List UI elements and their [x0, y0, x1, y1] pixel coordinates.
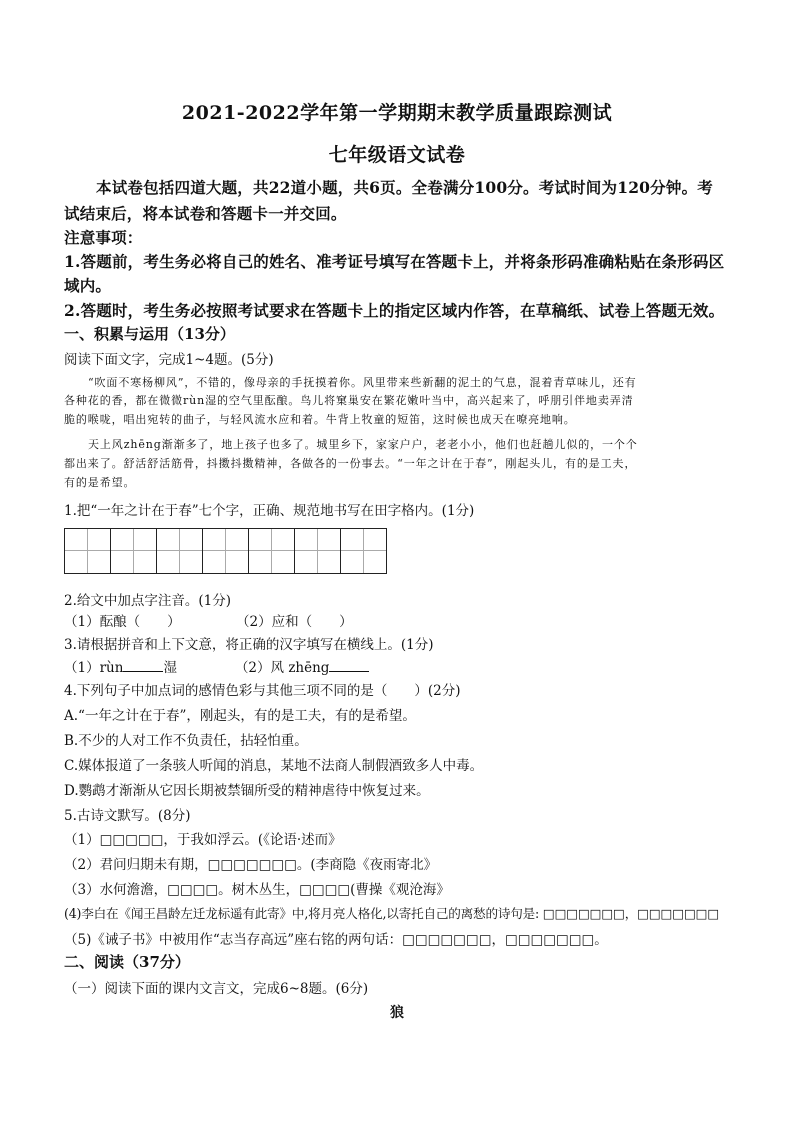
q5-item-1: （1）□□□□□，于我如浮云。(《论语·述而》 — [64, 832, 342, 848]
q5-item-5: （5)《诫子书》中被用作“志当存高远”座右铭的两句话：□□□□□□□，□□□□□□□。 — [64, 932, 608, 948]
q4-option-a: A.“一年之计在于春”，刚起头，有的是工夫，有的是希望。 — [64, 708, 416, 724]
question-2: 2.给文中加点字注音。(1分) — [64, 593, 232, 609]
q3-options — [64, 656, 424, 676]
q5-item-2: （2）君问归期未有期，□□□□□□□。(李商隐《夜雨寄北》 — [64, 857, 438, 873]
section-1-heading: 一、积累与运用（13分） — [64, 325, 235, 343]
tianzige-cell[interactable] — [203, 529, 249, 573]
q5-item-4: (4)李白在《闻王昌龄左迁龙标遥有此寄》中,将月亮人格化,以寄托自己的离愁的诗句是: □□□□□□□，□□□□□□□ — [64, 906, 720, 921]
section-2-heading: 二、阅读（37分） — [64, 953, 190, 971]
q4-option-c: C.媒体报道了一条骇人听闻的消息，某地不法商人制假酒致多人中毒。 — [64, 758, 484, 774]
passage-line-2: 各种花的香，都在微微rùn湿的空气里酝酿。鸟儿将窠巢安在繁花嫩叶当中，高兴起来了，呼朋引伴地卖弄清 — [64, 394, 634, 407]
q3-option-2-prefix: （2）风 zhēng — [234, 660, 330, 676]
passage-line-3: 脆的喉咙，唱出宛转的曲子，与轻风流水应和着。牛背上牧童的短笛，这时候也成天在嘹亮地响。 — [64, 413, 576, 426]
notice-1b: 域内。 — [64, 276, 112, 295]
read-instruction: 阅读下面文字，完成1~4题。(5分) — [64, 352, 274, 368]
tianzige-cell[interactable] — [65, 529, 111, 573]
q3-blank-1[interactable] — [123, 659, 163, 672]
passage-line-4: 天上风zhēng渐渐多了，地上孩子也多了。城里乡下，家家户户，老老小小，他们也赶趟儿似的，一个个 — [88, 438, 638, 451]
q4-option-d: D.鹦鹉才渐渐从它因长期被禁锢所受的精神虐待中恢复过来。 — [64, 783, 430, 799]
notice-1a: 1.答题前，考生务必将自己的姓名、准考证号填写在答题卡上，并将条形码准确粘贴在条形码区 — [64, 252, 725, 271]
q3-blank-2[interactable] — [329, 659, 369, 672]
q3-option-1-prefix: （1）rùn — [64, 660, 124, 676]
section-2-sub-1: （一）阅读下面的课内文言文，完成6~8题。(6分) — [64, 981, 369, 997]
exam-title: 2021-2022学年第一学期期末教学质量跟踪测试 — [181, 102, 613, 124]
tianzige-cell[interactable] — [249, 529, 295, 573]
passage-line-6: 有的是希望。 — [64, 476, 136, 489]
tianzige-cell[interactable] — [341, 529, 386, 573]
notice-title: 注意事项： — [64, 228, 143, 247]
tianzige-cell[interactable] — [295, 529, 341, 573]
passage-line-1: “吹面不寒杨柳风”，不错的，像母亲的手抚摸着你。风里带来些新翻的泥土的气息，混着青草味儿，还有 — [88, 376, 637, 389]
q5-item-3: （3）水何澹澹，□□□□。树木丛生，□□□□(曹操《观沧海》 — [64, 882, 450, 898]
question-4: 4.下列句子中加点词的感情色彩与其他三项不同的是（ ）(2分) — [64, 683, 461, 699]
q2-option-2: （2）应和（ ） — [236, 614, 353, 630]
q3-option-1-suffix: 湿 — [163, 660, 177, 676]
text-title: 狼 — [390, 1005, 404, 1021]
tianzige-cell[interactable] — [157, 529, 203, 573]
question-3: 3.请根据拼音和上下文意，将正确的汉字填写在横线上。(1分) — [64, 637, 434, 653]
intro-line-2: 试结束后，将本试卷和答题卡一并交回。 — [64, 204, 347, 223]
exam-subtitle: 七年级语文试卷 — [328, 144, 466, 166]
passage-line-5: 都出来了。舒活舒活筋骨，抖擞抖擞精神，各做各的一份事去。“一年之计在于春”，刚起头儿，有的是工夫， — [64, 457, 637, 470]
q2-option-1: （1）酝酿（ ） — [64, 614, 181, 630]
intro-line-1: 本试卷包括四道大题，共22道小题，共6页。全卷满分100分。考试时间为120分钟。考 — [96, 178, 713, 197]
question-5: 5.古诗文默写。(8分) — [64, 808, 191, 824]
question-1: 1.把“一年之计在于春”七个字，正确、规范地书写在田字格内。(1分) — [64, 503, 475, 519]
tianzige-cell[interactable] — [111, 529, 157, 573]
q4-option-b: B.不少的人对工作不负责任，拈轻怕重。 — [64, 733, 308, 749]
tianzige-grid[interactable] — [64, 528, 387, 574]
notice-2: 2.答题时，考生务必按照考试要求在答题卡上的指定区域内作答，在草稿纸、试卷上答题无效。 — [64, 301, 725, 320]
